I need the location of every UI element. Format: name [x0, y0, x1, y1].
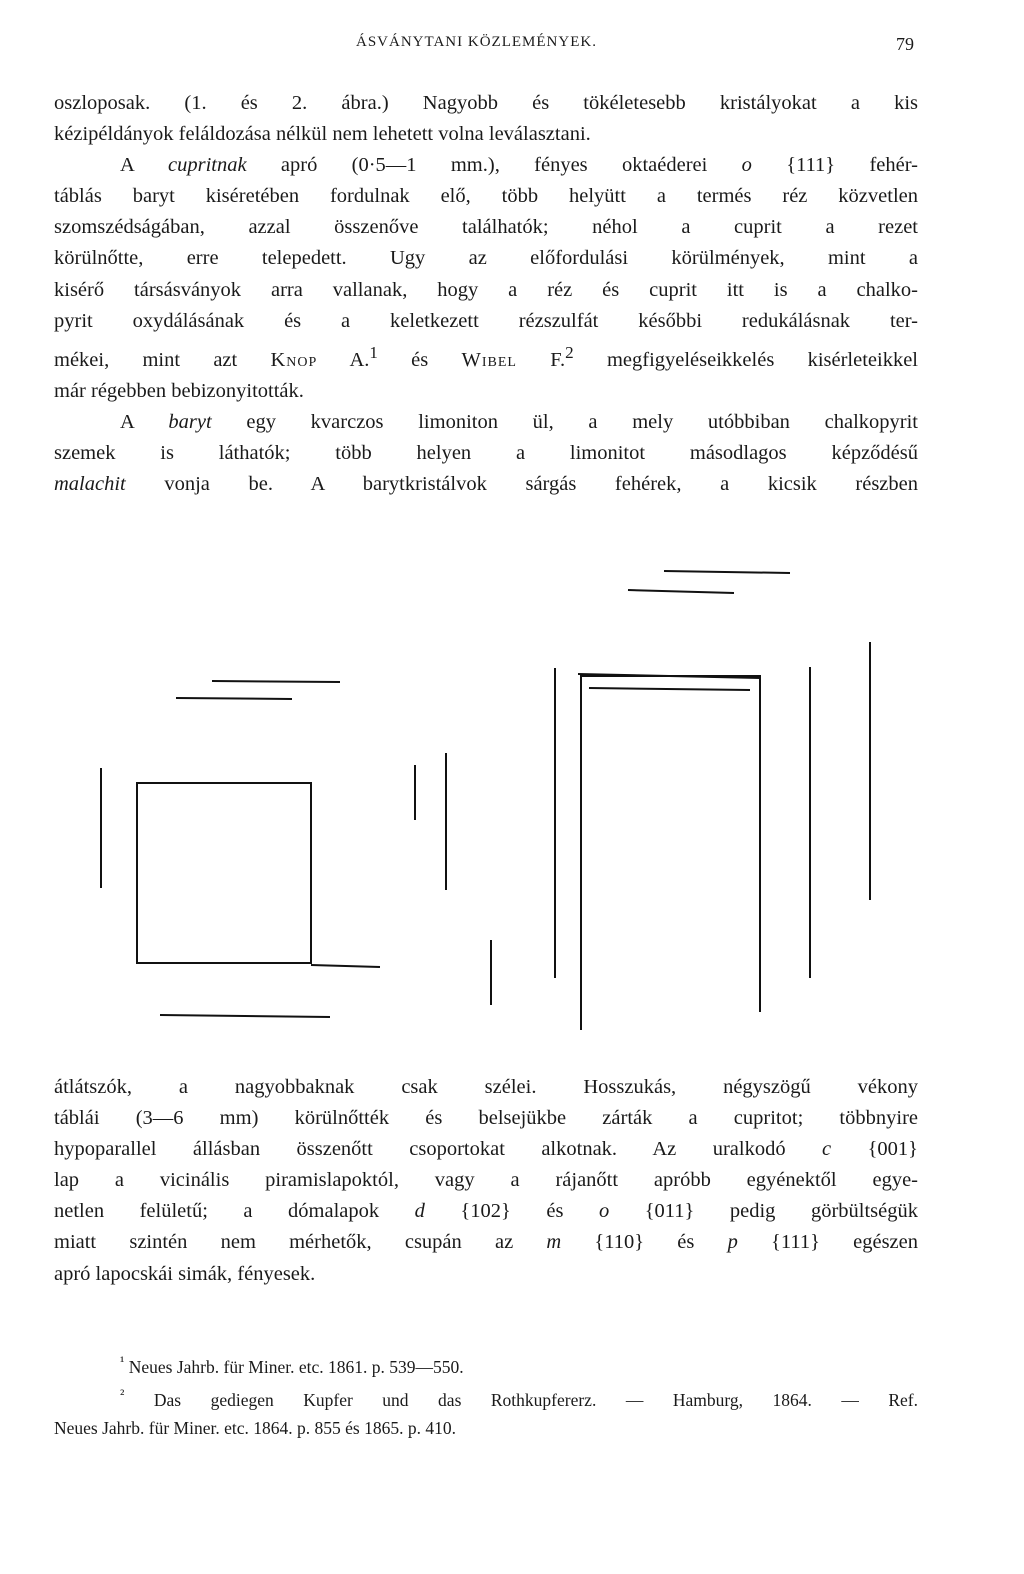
footnotes — [54, 1348, 918, 1442]
text-line: mékei, mint azt Knop A.$^1$ és Wibel F.$^2$ megfigyeléseikkelés kisérleteikkel — [54, 342, 918, 371]
text-line: átlátszók, a nagyobbaknak csak szélei. Hosszukás, négyszögű vékony — [54, 1076, 918, 1098]
text-line: oszloposak. (1. és 2. ábra.) Nagyobb és tökéletesebb kristályokat a kis — [54, 92, 918, 114]
text-line: táblái (3—6 mm) körülnőtték és belsejükbe zárták a cupritot; többnyire — [54, 1107, 918, 1130]
paragraph-block-top — [54, 88, 918, 500]
edge-line — [160, 1015, 330, 1017]
text-line: szemek is láthatók; több helyen a limonitot másodlagos képződésű — [54, 441, 918, 464]
text-line: A cupritnak apró (0·5—1 mm.), fényes oktaéderei o {111} fehér- — [120, 154, 918, 177]
footnote-2-continued: Neues Jahrb. für Miner. etc. 1864. p. 855 és 1865. p. 410. — [54, 1417, 456, 1438]
edge-line — [628, 590, 734, 593]
paragraph-block-bottom — [54, 1072, 918, 1290]
edge-line — [311, 965, 380, 967]
crystal-drawings-svg — [0, 560, 1024, 1030]
text-line: netlen felületű; a dómalapok d {102} és o {011} pedig görbültségük — [54, 1200, 918, 1223]
edge-line — [589, 688, 750, 690]
text-line: A baryt egy kvarczos limoniton ül, a mely utóbbiban chalkopyrit — [120, 410, 918, 433]
text-line: lap a vicinális piramislapoktól, vagy a rájanőtt apróbb egyénektől egye- — [54, 1169, 918, 1192]
edge-line — [664, 571, 790, 573]
text-line: malachit vonja be. A barytkristálvok sárgás fehérek, a kicsik részben — [54, 472, 918, 495]
text-line: kisérő társásványok arra vallanak, hogy a réz és cuprit itt is a chalko- — [54, 278, 918, 301]
text-line: körülnőtte, erre telepedett. Ugy az előfordulási körülmények, mint a — [54, 247, 918, 270]
text-line: pyrit oxydálásának és a keletkezett rézszulfát későbbi redukálásnak ter- — [54, 309, 918, 332]
text-line: miatt szintén nem mérhetők, csupán az m {110} és p {111} egészen — [54, 1231, 919, 1254]
crystal-face — [137, 783, 311, 963]
text-line: táblás baryt kiséretében fordulnak elő, több helyütt a termés réz közvetlen — [54, 185, 918, 208]
text-line: már régebben bebizonyitották. — [54, 379, 304, 402]
running-header — [0, 34, 1024, 58]
page-number: 79 — [896, 34, 914, 54]
edge-line — [212, 681, 340, 682]
crystal-figure — [0, 560, 1024, 1030]
edge-line — [176, 698, 292, 699]
footnote-2: $^{^2}$ Das gediegen Kupfer und das Rothkupfererz. — Hamburg, 1864. — Ref. — [120, 1386, 918, 1410]
crystal-face — [581, 676, 760, 1030]
text-line: hypoparallel állásban összenőtt csoportokat alkotnak. Az uralkodó c {001} — [54, 1138, 918, 1161]
text-line: kézipéldányok feláldozása nélkül nem lehetett volna leválasztani. — [54, 123, 591, 146]
footnote-1: $^{^1}$ Neues Jahrb. für Miner. etc. 1861. p. 539—550. — [120, 1354, 464, 1377]
text-line: apró lapocskái simák, fényesek. — [54, 1262, 316, 1285]
running-title: ÁSVÁNYTANI KÖZLEMÉNYEK. — [356, 34, 597, 50]
text-line: szomszédságában, azzal összenőve találhatók; néhol a cuprit a rezet — [54, 216, 918, 239]
